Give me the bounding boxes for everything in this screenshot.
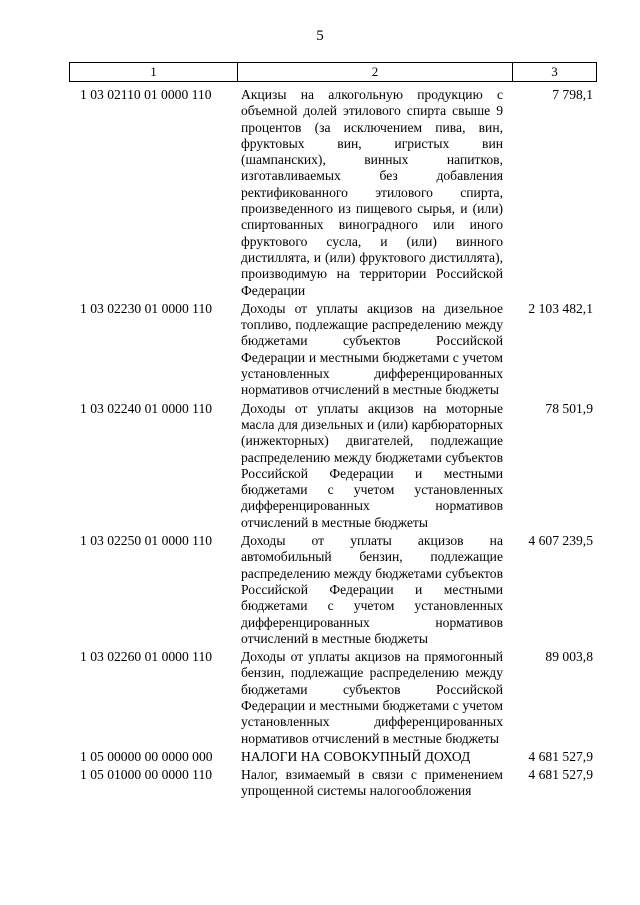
row-amount: 7 798,1 bbox=[552, 87, 593, 102]
page-number: 5 bbox=[316, 28, 324, 44]
row-description: Доходы от уплаты акцизов на дизельное топливо, подлежащие распределению между бюджетами субъектов Российской Федерации и местными бюджетами с учетом установленных дифференцированных нормативов отчислений в местные бюджеты bbox=[241, 300, 503, 398]
row-description: Доходы от уплаты акцизов на моторные масла для дизельных и (или) карбюраторных (инжекторных) двигателей, подлежащие распределению между бюджетами субъектов Российской Федерации и местными бюджетами с учетом установленных дифференцированных нормативов отчислений в местные бюджеты bbox=[241, 400, 503, 530]
table-row bbox=[69, 533, 597, 647]
table-header bbox=[69, 62, 597, 82]
table-row bbox=[69, 301, 597, 399]
row-amount: 2 103 482,1 bbox=[528, 300, 593, 316]
row-amount: 78 501,9 bbox=[545, 400, 593, 416]
table-row bbox=[69, 87, 597, 299]
column-header-code: 1 bbox=[70, 63, 238, 81]
table-row bbox=[69, 767, 597, 800]
row-code: 1 03 02110 01 0000 110 bbox=[80, 87, 212, 102]
row-description: Доходы от уплаты акцизов на автомобильный бензин, подлежащие распределению между бюджетами субъектов Российской Федерации и местными бюджетами с учетом установленных дифференцированных нормативов отчислений в местные бюджеты bbox=[241, 533, 503, 646]
column-header-description: 2 bbox=[238, 63, 513, 81]
row-amount: 4 607 239,5 bbox=[528, 533, 593, 549]
row-description: Акцизы на алкогольную продукцию с объемной долей этилового спирта свыше 9 процентов (за исключением пива, вин, фруктовых вин, игристых вин (шампанских), винных напитков, изготавливаемых без добавления ректификованного этилового спирта, произведенного из пищевого сырья, и (или) спиртованных виноградного или иного фруктового сусла, и (или) винного дистиллята, и (или) фруктового дистиллята), производимую на территории Российской Федерации bbox=[241, 87, 503, 298]
row-code: 1 03 02240 01 0000 110 bbox=[80, 400, 213, 416]
table-body bbox=[69, 87, 597, 802]
row-amount: 89 003,8 bbox=[545, 649, 593, 665]
row-code: 1 03 02250 01 0000 110 bbox=[80, 533, 213, 549]
row-code: 1 03 02230 01 0000 110 bbox=[80, 300, 213, 316]
column-header-amount: 3 bbox=[551, 64, 558, 79]
row-code: 1 05 00000 00 0000 000 bbox=[80, 748, 213, 764]
table-row bbox=[69, 649, 597, 747]
row-code: 1 03 02260 01 0000 110 bbox=[80, 649, 213, 665]
row-amount: 4 681 527,9 bbox=[528, 767, 593, 783]
table-row bbox=[69, 749, 597, 765]
row-amount: 4 681 527,9 bbox=[528, 748, 593, 764]
row-description: Доходы от уплаты акцизов на прямогонный бензин, подлежащие распределению между бюджетами субъектов Российской Федерации и местными бюджетами с учетом установленных дифференцированных нормативов отчислений в местные бюджеты bbox=[241, 649, 503, 746]
row-description: Налог, взимаемый в связи с применением упрощенной системы налогообложения bbox=[241, 767, 503, 799]
row-code: 1 05 01000 00 0000 110 bbox=[80, 767, 213, 783]
table-row bbox=[69, 401, 597, 531]
row-description: НАЛОГИ НА СОВОКУПНЫЙ ДОХОД bbox=[241, 748, 471, 764]
